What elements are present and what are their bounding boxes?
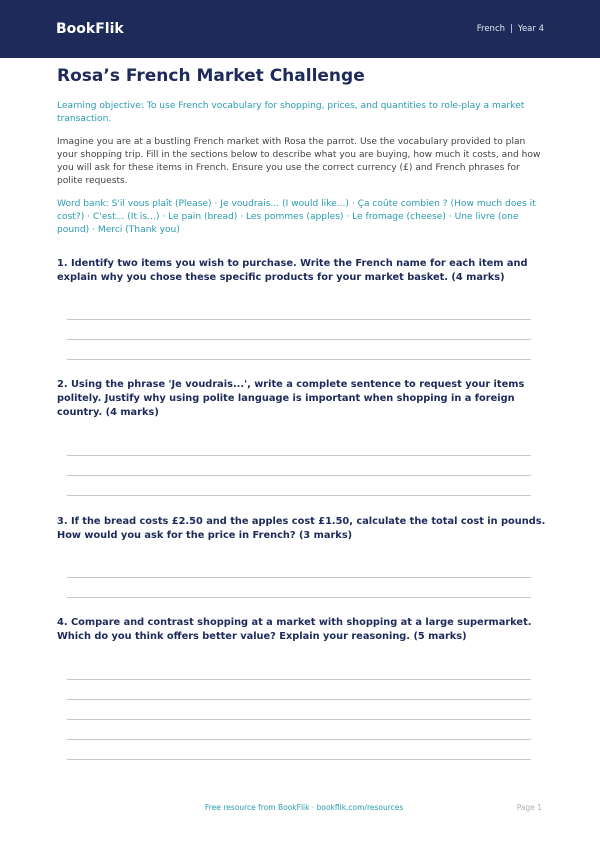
subject-year-label <box>477 24 544 34</box>
header-bar <box>0 0 600 58</box>
question-1: 1. Identify two items you wish to purchase. Write the French name for each item and explain why you chose these specific products for your market basket. (4 marks) <box>57 258 528 283</box>
learning-objective: Learning objective: To use French vocabulary for shopping, prices, and quantities to role-play a market transaction. <box>57 101 525 124</box>
answer-line[interactable] <box>67 577 531 578</box>
brand-logo[interactable]: BookFlik <box>56 21 124 37</box>
footer-link[interactable]: Free resource from BookFlik · bookflik.com/resources <box>205 803 404 812</box>
answer-line[interactable] <box>67 597 531 598</box>
answer-line[interactable] <box>67 319 531 320</box>
page-title: Rosa’s French Market Challenge <box>57 66 365 86</box>
intro-paragraph: Imagine you are at a bustling French market with Rosa the parrot. Use the vocabulary provided to plan your shopping trip. Fill in the sections below to describe what you are buying, how much it costs, and how you will ask for these items in French. Ensure you use the correct currency (£) and French phrases for polite requests. <box>57 137 541 186</box>
answer-line[interactable] <box>67 455 531 456</box>
answer-line[interactable] <box>67 739 531 740</box>
answer-line[interactable] <box>67 495 531 496</box>
answer-line[interactable] <box>67 359 531 360</box>
page-number: Page 1 <box>516 803 542 812</box>
answer-line[interactable] <box>67 719 531 720</box>
year-label: Year 4 <box>517 24 544 34</box>
answer-line[interactable] <box>67 679 531 680</box>
meta-separator: | <box>510 24 513 34</box>
question-2: 2. Using the phrase 'Je voudrais...', write a complete sentence to request your items politely. Justify why using polite language is important when shopping in a foreign country. (4 marks) <box>57 379 525 418</box>
question-4: 4. Compare and contrast shopping at a market with shopping at a large supermarket. Which do you think offers better value? Explain your reasoning. (5 marks) <box>57 617 532 642</box>
subject-label: French <box>476 24 506 34</box>
answer-line[interactable] <box>67 475 531 476</box>
answer-line[interactable] <box>67 699 531 700</box>
question-3: 3. If the bread costs £2.50 and the apples cost £1.50, calculate the total cost in pounds. How would you ask for the price in French? (3 marks) <box>57 516 546 541</box>
word-bank: Word bank: S'il vous plaît (Please) · Je voudrais... (I would like...) · Ça coûte combien ? (How much does it cost?) · C'est... (It is...) · Le pain (bread) · Les pommes (apples) · Le fromage (cheese) · Une livre (one pound) · Merci (Thank you) <box>57 199 536 235</box>
answer-line[interactable] <box>67 759 531 760</box>
worksheet-intro <box>57 66 547 235</box>
answer-line[interactable] <box>67 339 531 340</box>
